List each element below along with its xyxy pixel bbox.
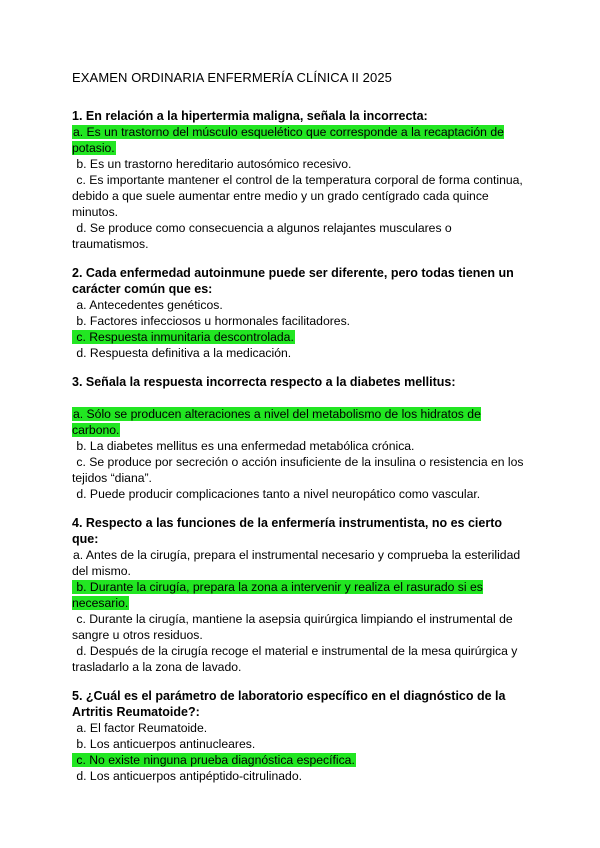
option-highlighted (72, 124, 528, 156)
option-text: d. Después de la cirugía recoge el material e instrumental de la mesa quirúrgica y trasladarlo a la zona de lavado. (72, 644, 518, 674)
option (72, 486, 528, 502)
option-text: c. No existe ninguna prueba diagnóstica específica. (73, 753, 355, 767)
option (72, 768, 528, 784)
question-3 (72, 374, 528, 502)
option-text: c. Durante la cirugía, mantiene la asepsia quirúrgica limpiando el instrumental de sangre u otros residuos. (72, 612, 513, 642)
option-highlighted (72, 579, 528, 611)
option (72, 611, 528, 643)
question-text: 1. En relación a la hipertermia maligna, señala la incorrecta: (72, 109, 428, 123)
option-text: d. Puede producir complicaciones tanto a nivel neuropático como vascular. (73, 487, 481, 501)
option-highlighted (72, 752, 528, 768)
option-text: d. Respuesta definitiva a la medicación. (73, 346, 292, 360)
exam-title: EXAMEN ORDINARIA ENFERMERÍA CLÍNICA II 2025 (72, 70, 393, 85)
option-highlighted (72, 329, 528, 345)
option-text: b. Factores infecciosos u hormonales facilitadores. (73, 314, 351, 328)
option (72, 720, 528, 736)
question-list (72, 108, 528, 784)
option-text: b. Los anticuerpos antinucleares. (73, 737, 256, 751)
option-text: b. Es un trastorno hereditario autosómico recesivo. (73, 157, 352, 171)
option-text: d. Se produce como consecuencia a algunos relajantes musculares o traumatismos. (72, 221, 452, 251)
blank-line (72, 390, 528, 406)
question-1 (72, 108, 528, 252)
option-text: c. Se produce por secreción o acción insuficiente de la insulina o resistencia en los tejidos “diana”. (72, 455, 524, 485)
option (72, 156, 528, 172)
option (72, 297, 528, 313)
option-text: a. El factor Reumatoide. (73, 721, 208, 735)
option-text: d. Los anticuerpos antipéptido-citrulinado. (73, 769, 302, 783)
option (72, 547, 528, 579)
option-text: b. La diabetes mellitus es una enfermedad metabólica crónica. (73, 439, 415, 453)
question-4 (72, 515, 528, 675)
option (72, 172, 528, 220)
option-text: a. Sólo se producen alteraciones a nivel del metabolismo de los hidratos de carbono. (72, 407, 481, 437)
question-text: 3. Señala la respuesta incorrecta respecto a la diabetes mellitus: (72, 375, 456, 389)
question-text: 2. Cada enfermedad autoinmune puede ser diferente, pero todas tienen un carácter común que es: (72, 266, 514, 296)
option-text: a. Antecedentes genéticos. (73, 298, 223, 312)
question-5 (72, 688, 528, 784)
option (72, 736, 528, 752)
option (72, 220, 528, 252)
exam-page (72, 70, 528, 797)
option (72, 643, 528, 675)
question-text: 5. ¿Cuál es el parámetro de laboratorio específico en el diagnóstico de la Artritis Reumatoide?: (72, 689, 506, 719)
option-text: a. Antes de la cirugía, prepara el instrumental necesario y comprueba la esterilidad del mismo. (72, 548, 521, 578)
option-text: c. Respuesta inmunitaria descontrolada. (73, 330, 294, 344)
question-2 (72, 265, 528, 361)
option-text: b. Durante la cirugía, prepara la zona a intervenir y realiza el rasurado si es necesario. (72, 580, 483, 610)
option-text: c. Es importante mantener el control de la temperatura corporal de forma continua, debido a que suele aumentar entre medio y un grado centígrado cada quince minutos. (72, 173, 523, 219)
option (72, 438, 528, 454)
option (72, 313, 528, 329)
option (72, 345, 528, 361)
option-text: a. Es un trastorno del músculo esquelético que corresponde a la recaptación de potasio. (72, 125, 504, 155)
option-highlighted (72, 406, 528, 438)
question-text: 4. Respecto a las funciones de la enfermería instrumentista, no es cierto que: (72, 516, 503, 546)
option (72, 454, 528, 486)
